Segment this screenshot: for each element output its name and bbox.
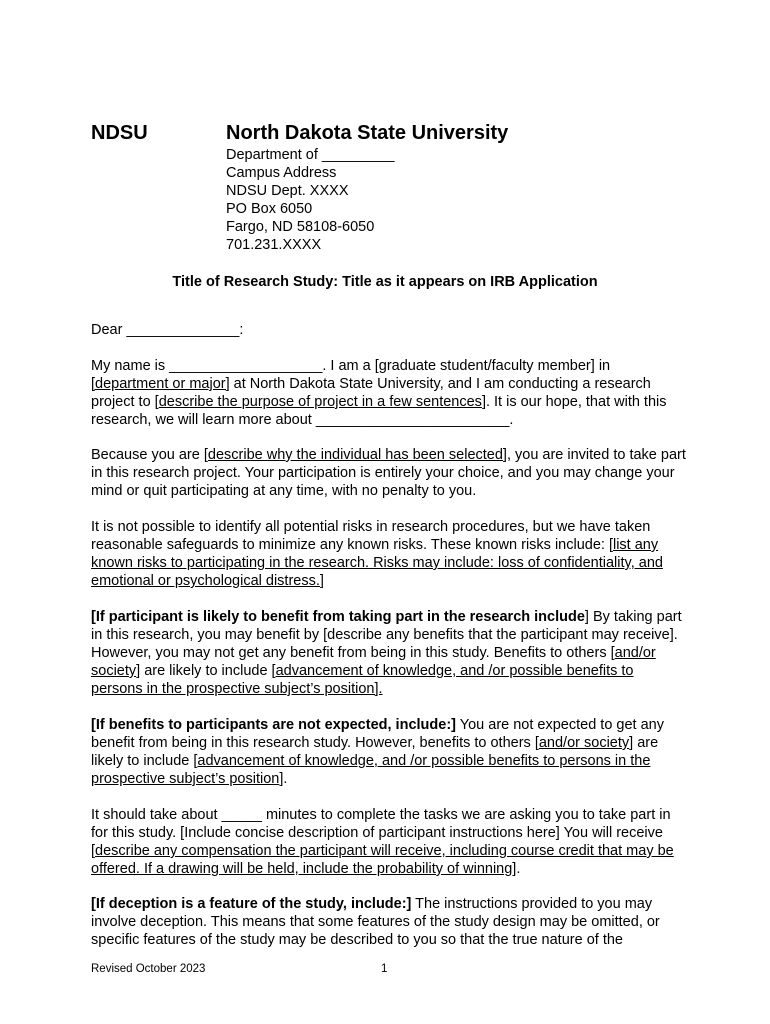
text: ]. <box>512 861 521 877</box>
text: at North Dakota State University, and I am conducting a research project to [ <box>91 376 651 410</box>
text: Because you are [ <box>91 447 208 463</box>
greeting: Dear ______________: <box>91 322 244 338</box>
instruction-heading: [If deception is a feature of the study, include:] <box>91 896 412 912</box>
instruction-heading: [If participant is likely to benefit from taking part in the research include <box>91 609 585 625</box>
placeholder-society: and/or society <box>91 645 656 679</box>
text: The instructions provided to you may involve deception. This means that some features of the study design may be omitted, or specific features of the study may be described to you so that the true nature of the <box>91 896 660 948</box>
placeholder-society: and/or society <box>538 735 630 751</box>
instruction-heading: [If benefits to participants are not expected, include:] <box>91 717 456 733</box>
paragraph-no-benefits <box>91 716 687 788</box>
address-line: 701.231.XXXX <box>226 237 322 253</box>
placeholder-purpose: describe the purpose of project in a few sentences <box>158 394 482 410</box>
placeholder-risks: list any known risks to participating in the research. Risks may include: loss of confidentiality, and emotional or psychological distress.] <box>91 537 663 589</box>
paragraph-invitation <box>91 446 687 500</box>
placeholder-selection-reason: describe why the individual has been selected <box>207 447 503 463</box>
revision-date: Revised October 2023 <box>91 963 206 975</box>
text: ]. <box>279 771 288 787</box>
address-line: NDSU Dept. XXXX <box>226 183 349 199</box>
paragraph-deception <box>91 895 687 949</box>
address-line: PO Box 6050 <box>226 201 313 217</box>
text: ] By taking part in this research, you may benefit by [describe any benefits that the participant may receive]. However, you may not get any benefit from being in this study. Benefits to others [ <box>91 609 682 661</box>
placeholder-department: [department or major] <box>91 376 230 392</box>
text: You are not expected to get any benefit from being in this research study. However, benefits to others [ <box>91 717 664 751</box>
address-line: Fargo, ND 58108-6050 <box>226 219 375 235</box>
study-title: Title of Research Study: Title as it appears on IRB Application <box>172 274 598 290</box>
text: It is not possible to identify all potential risks in research procedures, but we have taken reasonable safeguards to minimize any known risks. These known risks include: [ <box>91 519 651 553</box>
placeholder-compensation: describe any compensation the participant will receive, including course credit that may be offered. If a drawing will be held, include the probability of winning <box>91 843 674 877</box>
address-line: Department of _________ <box>226 147 395 163</box>
paragraph-benefits <box>91 608 687 698</box>
university-name: North Dakota State University <box>226 122 509 144</box>
address-line: Campus Address <box>226 165 337 181</box>
placeholder-knowledge: advancement of knowledge, and /or possible benefits to persons in the prospective subject’s position <box>91 753 651 787</box>
text: ], you are invited to take part in this research project. Your participation is entirely your choice, and you may change your mind or quit participating at any time, with no penalty to you. <box>91 447 686 499</box>
text: My name is ___________________. I am a [graduate student/faculty member] in <box>91 358 611 374</box>
text: ] are likely to include [ <box>136 663 276 679</box>
paragraph-introduction <box>91 357 687 429</box>
address-block <box>226 146 395 254</box>
text: ] are likely to include [ <box>91 735 659 769</box>
placeholder-knowledge: advancement of knowledge, and /or possible benefits to persons in the prospective subject’s position]. <box>91 663 634 697</box>
page-number: 1 <box>381 963 388 975</box>
ndsu-abbreviation: NDSU <box>91 122 148 144</box>
text: It should take about _____ minutes to complete the tasks we are asking you to take part in for this study. [Include concise description of participant instructions here] You will receive [ <box>91 807 671 859</box>
text: ]. It is our hope, that with this research, we will learn more about ________________________. <box>91 394 667 428</box>
paragraph-risks <box>91 518 687 590</box>
paragraph-duration <box>91 806 687 878</box>
